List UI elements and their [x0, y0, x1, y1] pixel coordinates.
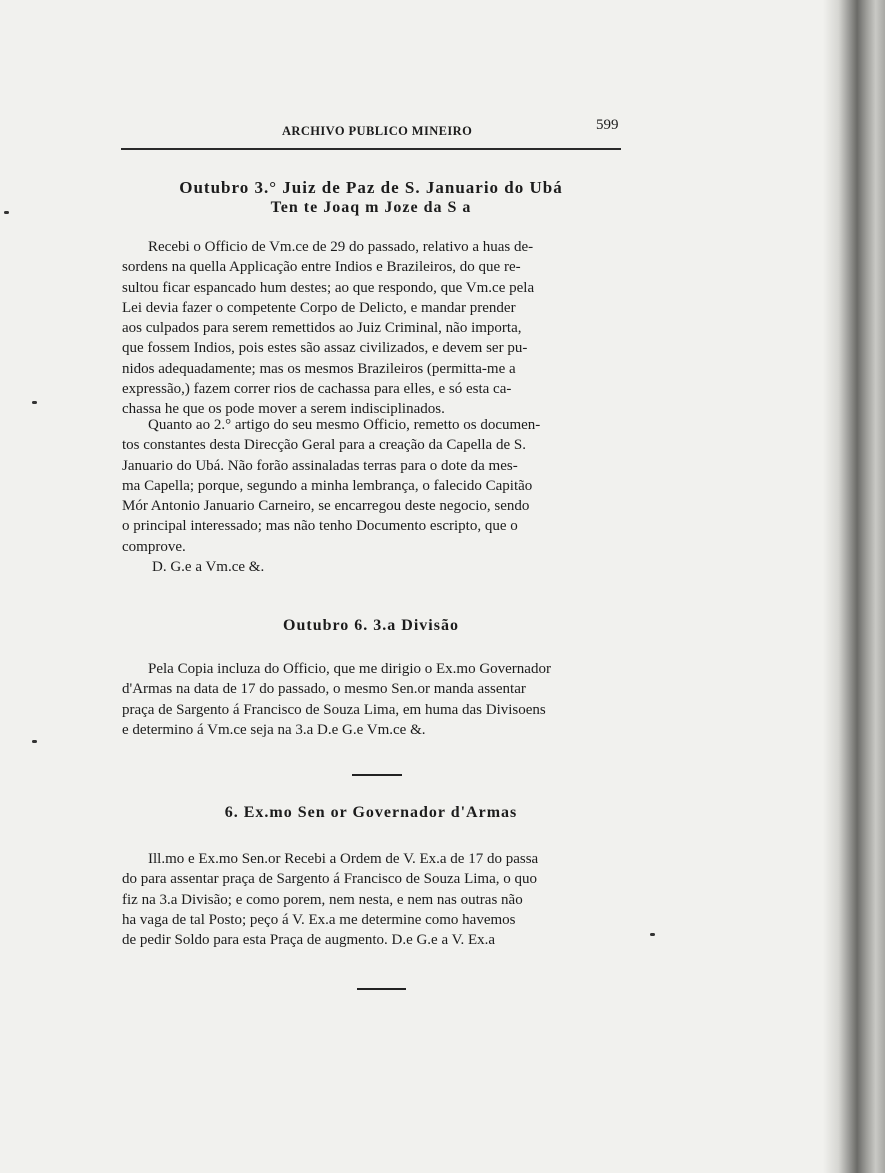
- section1-heading-line1: Outubro 3.° Juiz de Paz de S. Januario do Ubá: [179, 178, 563, 197]
- text-line: tos constantes desta Direcção Geral para a creação da Capella de S.: [122, 437, 526, 454]
- text-line: Recebi o Officio de Vm.ce de 29 do passado, relativo a huas de-: [148, 239, 534, 255]
- scan-speck: [32, 401, 37, 404]
- text-line: o principal interessado; mas não tenho Documento escripto, que o: [122, 518, 518, 535]
- page-edge-shadow: [823, 0, 885, 1173]
- header-rule: [121, 148, 621, 150]
- scan-speck: [4, 211, 9, 214]
- text-line: que fossem Indios, pois estes são assaz civilizados, e devem ser pu-: [122, 340, 528, 357]
- section-separator: [357, 988, 406, 990]
- text-line: e determino á Vm.ce seja na 3.a D.e G.e Vm.ce &.: [122, 721, 426, 738]
- text-line: Lei devia fazer o competente Corpo de Delicto, e mandar prender: [122, 299, 516, 316]
- section2-paragraph: [122, 659, 625, 740]
- text-line: Mór Antonio Januario Carneiro, se encarregou deste negocio, sendo: [122, 498, 530, 515]
- scan-speck: [32, 740, 37, 743]
- text-line: sordens na quella Applicação entre Indios e Brazileiros, do que re-: [122, 259, 521, 276]
- text-line: fiz na 3.a Divisão; e como porem, nem nesta, e nem nas outras não: [122, 891, 523, 908]
- text-line: Quanto ao 2.° artigo do seu mesmo Officio, remetto os documen-: [148, 417, 541, 433]
- text-line: do para assentar praça de Sargento á Francisco de Souza Lima, o quo: [122, 871, 537, 888]
- page-number: 599: [596, 117, 619, 133]
- scan-speck: [650, 933, 655, 936]
- section1-heading-line2: Ten te Joaq m Joze da S a: [270, 199, 472, 216]
- text-line: praça de Sargento á Francisco de Souza Lima, em huma das Divisoens: [122, 701, 546, 718]
- text-line: chassa he que os pode mover a serem indisciplinados.: [122, 401, 445, 418]
- text-line: comprove.: [122, 538, 186, 555]
- text-line: Pela Copia incluza do Officio, que me dirigio o Ex.mo Governador: [148, 661, 551, 677]
- text-line: Ill.mo e Ex.mo Sen.or Recebi a Ordem de V. Ex.a de 17 do passa: [148, 851, 539, 867]
- text-line: nidos adequadamente; mas os mesmos Brazileiros (permitta-me a: [122, 360, 516, 377]
- section2-heading: Outubro 6. 3.a Divisão: [283, 617, 459, 634]
- text-line: de pedir Soldo para esta Praça de augmento. D.e G.e a V. Ex.a: [122, 932, 496, 949]
- text-line: sultou ficar espancado hum destes; ao que respondo, que Vm.ce pela: [122, 279, 535, 296]
- text-line: d'Armas na data de 17 do passado, o mesmo Sen.or manda assentar: [122, 681, 526, 698]
- text-line: ma Capella; porque, segundo a minha lembrança, o falecido Capitão: [122, 477, 533, 494]
- text-line: ha vaga de tal Posto; peço á V. Ex.a me determine como havemos: [122, 911, 516, 928]
- section3-paragraph: [122, 849, 625, 950]
- text-line: Januario do Ubá. Não forão assinaladas terras para o dote da mes-: [122, 457, 518, 474]
- section1-paragraph2: [122, 415, 625, 577]
- section3-heading: 6. Ex.mo Sen or Governador d'Armas: [224, 804, 518, 821]
- section-separator: [352, 774, 402, 776]
- section1-paragraph1: [122, 237, 625, 420]
- running-head: ARCHIVO PUBLICO MINEIRO: [282, 124, 473, 138]
- text-line: expressão,) fazem correr rios de cachassa para elles, e só esta ca-: [122, 381, 512, 398]
- closing-formula: D. G.e a Vm.ce &.: [152, 559, 265, 576]
- text-line: aos culpados para serem remettidos ao Juiz Criminal, não importa,: [122, 320, 522, 337]
